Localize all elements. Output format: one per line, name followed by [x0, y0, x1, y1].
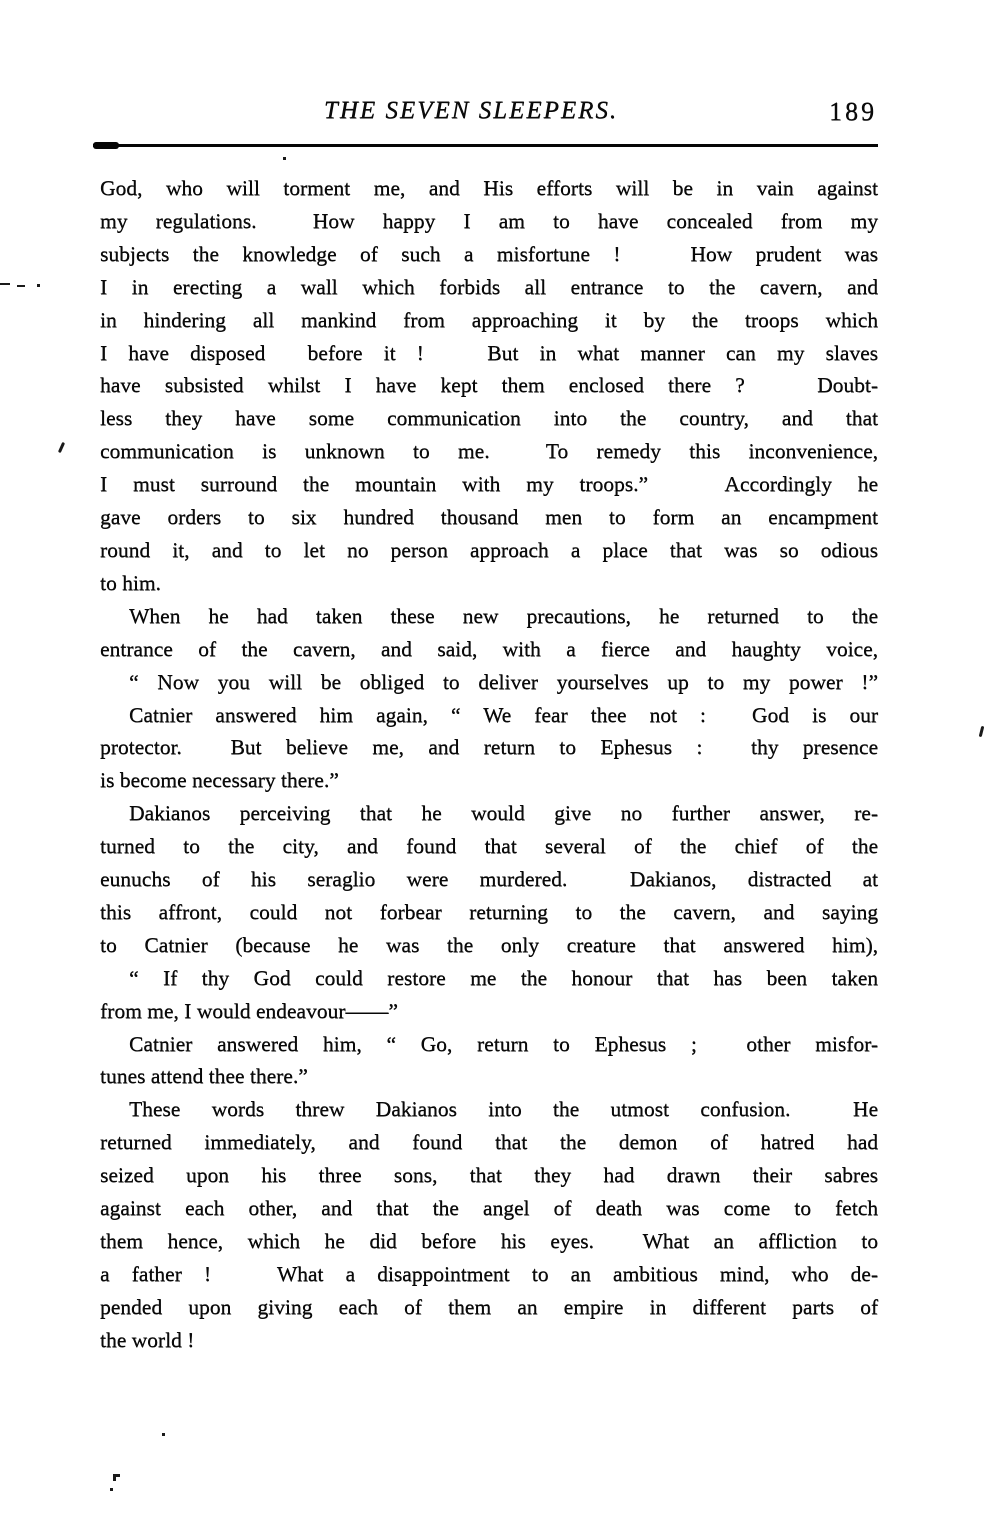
text-line: less they have some communication into the country, and that: [100, 406, 878, 431]
paragraph: [100, 600, 878, 666]
text-line: returned immediately, and found that the demon of hatred had: [100, 1130, 878, 1155]
text-line: protector. But believe me, and return to Ephesus : thy presence: [100, 735, 878, 760]
text-line: I in erecting a wall which forbids all entrance to the cavern, and: [100, 274, 878, 299]
text-line: have subsisted whilst I have kept them enclosed there ? Doubt-: [100, 373, 878, 398]
text-line: them hence, which he did before his eyes. What an affliction to: [100, 1229, 878, 1253]
text-line: to him.: [100, 570, 161, 595]
text-line: “ If thy God could restore me the honour that has been taken: [129, 965, 878, 990]
paragraph: [100, 666, 878, 699]
scan-speck: [979, 726, 985, 737]
text-line: I have disposed before it ! But in what manner can my slaves: [100, 340, 878, 365]
page-body: [100, 172, 878, 1357]
text-line: seized upon his three sons, that they had drawn their sabres: [100, 1163, 878, 1188]
paragraph: [100, 1028, 878, 1094]
text-line: These words threw Dakianos into the utmost confusion. He: [129, 1097, 878, 1122]
paragraph: [100, 797, 878, 962]
text-line: is become necessary there.”: [100, 768, 339, 793]
scan-speck: [58, 442, 65, 453]
paragraph: [100, 1093, 878, 1356]
scan-speck: [162, 1433, 165, 1436]
text-line: eunuchs of his seraglio were murdered. Dakianos, distracted at: [100, 867, 878, 892]
text-line: my regulations. How happy I am to have concealed from my: [100, 208, 878, 233]
text-line: “ Now you will be obliged to deliver yourselves up to my power !”: [129, 669, 878, 694]
text-line: turned to the city, and found that several of the chief of the: [100, 834, 878, 859]
text-line: gave orders to six hundred thousand men to form an encampment: [100, 505, 878, 530]
text-line: subjects the knowledge of such a misfortune ! How prudent was: [100, 241, 878, 266]
text-line: When he had taken these new precautions, he returned to the: [129, 603, 878, 628]
text-line: from me, I would endeavour——”: [100, 998, 398, 1023]
text-line: Catnier answered him again, “ We fear thee not : God is our: [129, 702, 878, 727]
scan-speck: [283, 157, 286, 160]
scan-speck: [0, 283, 10, 285]
text-line: Dakianos perceiving that he would give no further answer, re-: [129, 801, 878, 826]
scan-speck: [113, 1477, 116, 1481]
text-line: the world !: [100, 1327, 195, 1352]
text-line: Catnier answered him, “ Go, return to Ephesus ; other misfor-: [129, 1031, 878, 1056]
text-line: communication is unknown to me. To remedy this inconvenience,: [100, 439, 878, 464]
text-line: a father ! What a disappointment to an ambitious mind, who de-: [100, 1261, 878, 1286]
text-line: I must surround the mountain with my troops.” Accordingly he: [100, 472, 878, 497]
text-line: pended upon giving each of them an empire in different parts of: [100, 1294, 878, 1319]
header-rule: [93, 144, 878, 147]
scan-speck: [17, 285, 25, 287]
running-head-title: THE SEVEN SLEEPERS.: [323, 97, 619, 124]
text-line: against each other, and that the angel of death was come to fetch: [100, 1196, 878, 1221]
scan-speck: [110, 1488, 113, 1491]
scan-speck: [37, 284, 40, 287]
text-line: in hindering all mankind from approaching it by the troops which: [100, 307, 878, 332]
paragraph: [100, 172, 878, 600]
text-line: tunes attend thee there.”: [100, 1064, 308, 1089]
text-line: entrance of the cavern, and said, with a fierce and haughty voice,: [100, 636, 878, 661]
text-line: round it, and to let no person approach a place that was so odious: [100, 537, 878, 562]
text-line: God, who will torment me, and His efforts will be in vain against: [100, 176, 878, 200]
text-line: this affront, could not forbear returning to the cavern, and saying: [100, 899, 878, 924]
paragraph: [100, 962, 878, 1028]
page-number: 189: [829, 97, 877, 126]
text-line: to Catnier (because he was the only creature that answered him),: [100, 932, 878, 957]
paragraph: [100, 699, 878, 798]
